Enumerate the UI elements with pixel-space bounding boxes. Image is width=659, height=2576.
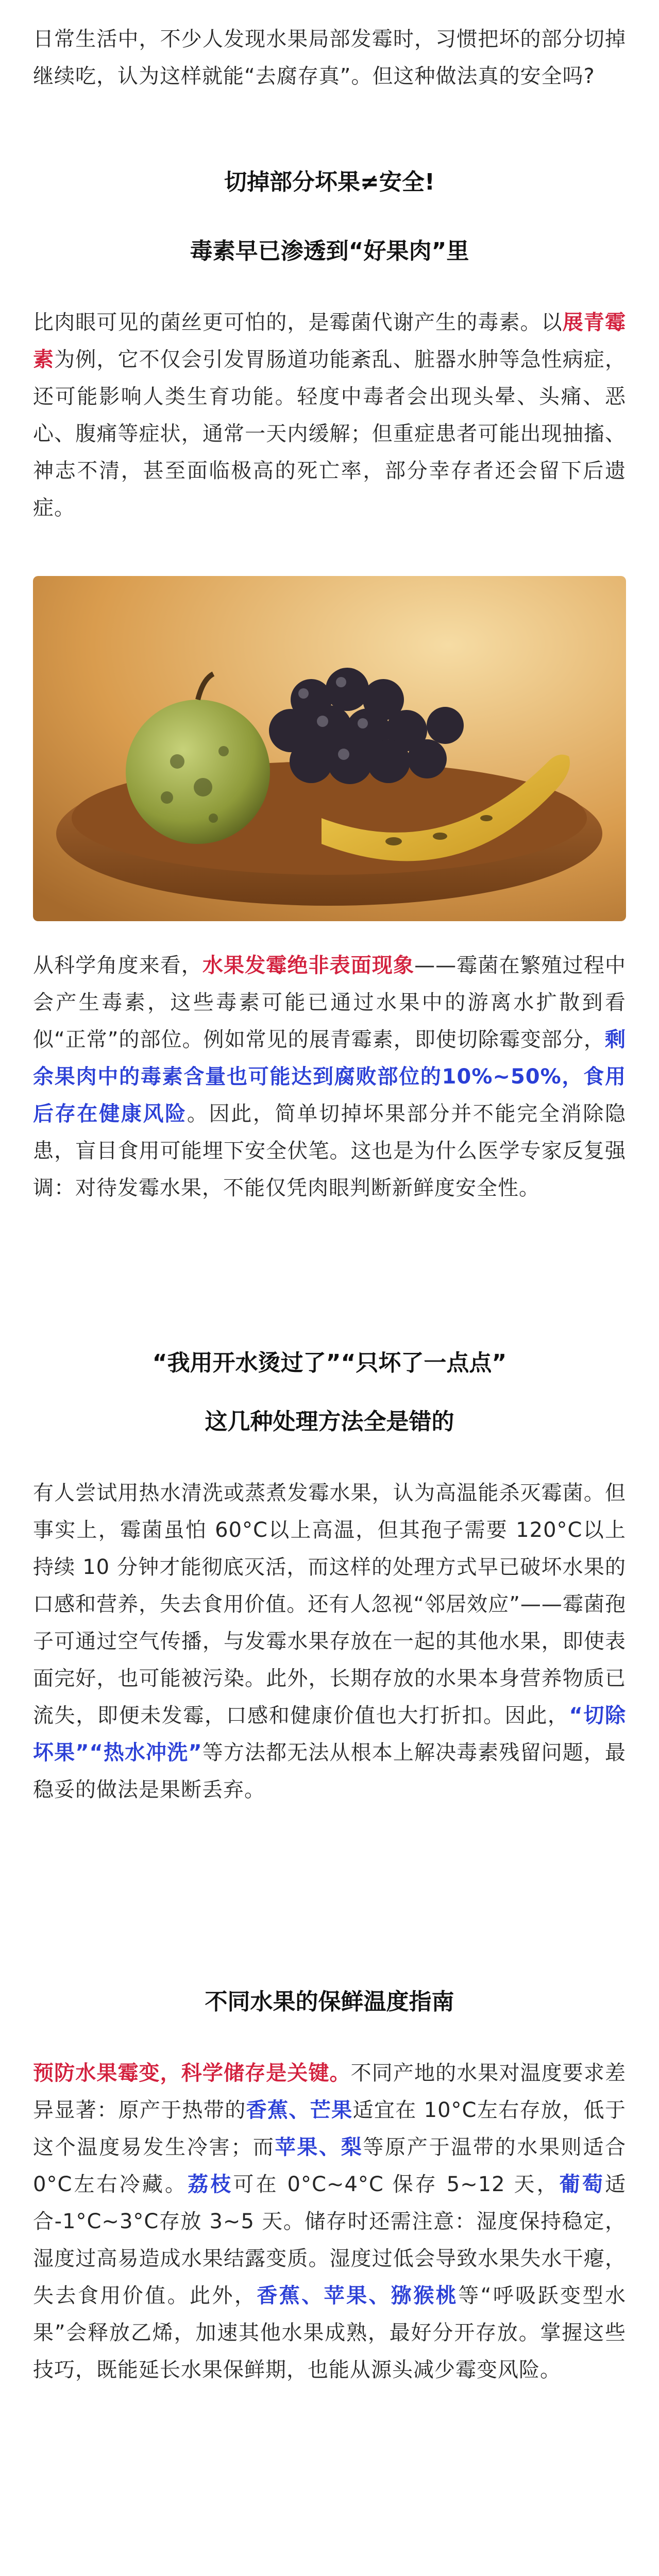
highlight-grape: 葡萄	[559, 2173, 605, 2196]
highlight-climacteric-fruits: 香蕉、苹果、猕猴桃	[257, 2284, 459, 2308]
text-run: 适宜在 10°C左右存放，低于这个温度易发生冷害；而	[33, 2098, 627, 2159]
storage-paragraph	[33, 2055, 626, 2576]
moldy-fruit-bowl-image	[33, 576, 626, 921]
section-heading-myths-1: “我用开水烫过了”“只坏了一点点”	[152, 1350, 507, 1376]
highlight-patulin: 展青霉素	[33, 311, 627, 371]
text-run: 从科学角度来看，	[33, 954, 202, 977]
moldy-fruit-illustration	[33, 576, 626, 921]
intro-paragraph: 日常生活中，不少人发现水果局部发霉时，习惯把坏的部分切掉继续吃，认为这样就能“去腐存真”。但这种做法真的安全吗?	[33, 27, 626, 88]
highlight-apple-pear: 苹果、梨	[275, 2136, 363, 2159]
section-heading-cut-not-safe: 切掉部分坏果≠安全!	[224, 169, 435, 195]
text-run: 等“呼吸跃变型水果”会释放乙烯，加速其他水果成熟，最好分开存放。掌握这些技巧，既能延长水果保鲜期，也能从源头减少霉变风险。	[33, 2284, 627, 2382]
section-heading-toxin-spread: 毒素早已渗透到“好果肉”里	[190, 238, 469, 264]
highlight-lychee: 荔枝	[188, 2173, 233, 2196]
section-heading-storage-guide: 不同水果的保鲜温度指南	[205, 1989, 454, 2015]
highlight-not-surface: 水果发霉绝非表面现象	[202, 954, 415, 977]
text-run: 等方法都无法从根本上解决毒素残留问题，最稳妥的做法是果断丢弃。	[33, 1741, 627, 1802]
text-run: 可在 0°C~4°C 保存 5~12 天，	[233, 2173, 560, 2196]
text-run: 为例，它不仅会引发胃肠道功能紊乱、脏器水肿等急性病症，还可能影响人类生育功能。轻度中毒者会出现头晕、头痛、恶心、腹痛等症状，通常一天内缓解；但重症患者可能出现抽搐、神志不清，甚至面临极高的死亡率，部分幸存者还会留下后遗症。	[33, 348, 627, 520]
text-run: 有人尝试用热水清洗或蒸煮发霉水果，认为高温能杀灭霉菌。但事实上，霉菌虽怕 60°C以上高温，但其孢子需要 120°C以上持续 10 分钟才能彻底灭活，而这样的处理方式早已破坏水果的口感和营养，失去食用价值。还有人忽视“邻居效应”——霉菌孢子可通过空气传播，与发霉水果存放在一起的其他水果，即使表面完好，也可能被污染。此外，长期存放的水果本身营养物质已流失，即便未发霉，口感和健康价值也大打折扣。因此，	[33, 1481, 626, 1727]
highlight-prevention: 预防水果霉变，科学储存是关键。	[33, 2061, 351, 2085]
text-run: ——霉菌在繁殖过程中会产生毒素，这些毒素可能已通过水果中的游离水扩散到看似“正常”的部位。例如常见的展青霉素，即使切除霉变部分，	[33, 954, 627, 1052]
highlight-wrong-methods: “切除坏果”“热水冲洗”	[33, 1704, 626, 1765]
text-run: 。因此，简单切掉坏果部分并不能完全消除隐患，盲目食用可能埋下安全伏笔。这也是为什么医学专家反复强调：对待发霉水果，不能仅凭肉眼判断新鲜度安全性。	[33, 1102, 627, 1200]
text-run: 比肉眼可见的菌丝更可怕的，是霉菌代谢产生的毒素。以	[33, 311, 563, 334]
section-heading-myths-2: 这几种处理方法全是错的	[205, 1409, 454, 1435]
text-run: 适合-1°C~3°C存放 3~5 天。储存时还需注意：湿度保持稳定，湿度过高易造成水果结露变质。湿度过低会导致水果失水干瘪，失去食用价值。此外，	[33, 2173, 627, 2308]
text-run: 不同产地的水果对温度要求差异显著：原产于热带的	[33, 2061, 627, 2122]
highlight-banana-mango: 香蕉、芒果	[246, 2098, 353, 2122]
text-run: 等原产于温带的水果则适合 0°C左右冷藏。	[33, 2136, 627, 2196]
toxin-paragraph	[33, 304, 626, 564]
science-paragraph	[33, 947, 626, 1318]
highlight-toxin-ratio: 剩余果肉中的毒素含量也可能达到腐败部位的10%~50%，食用后存在健康风险	[33, 1028, 626, 1126]
wrong-methods-paragraph	[33, 1475, 626, 1957]
